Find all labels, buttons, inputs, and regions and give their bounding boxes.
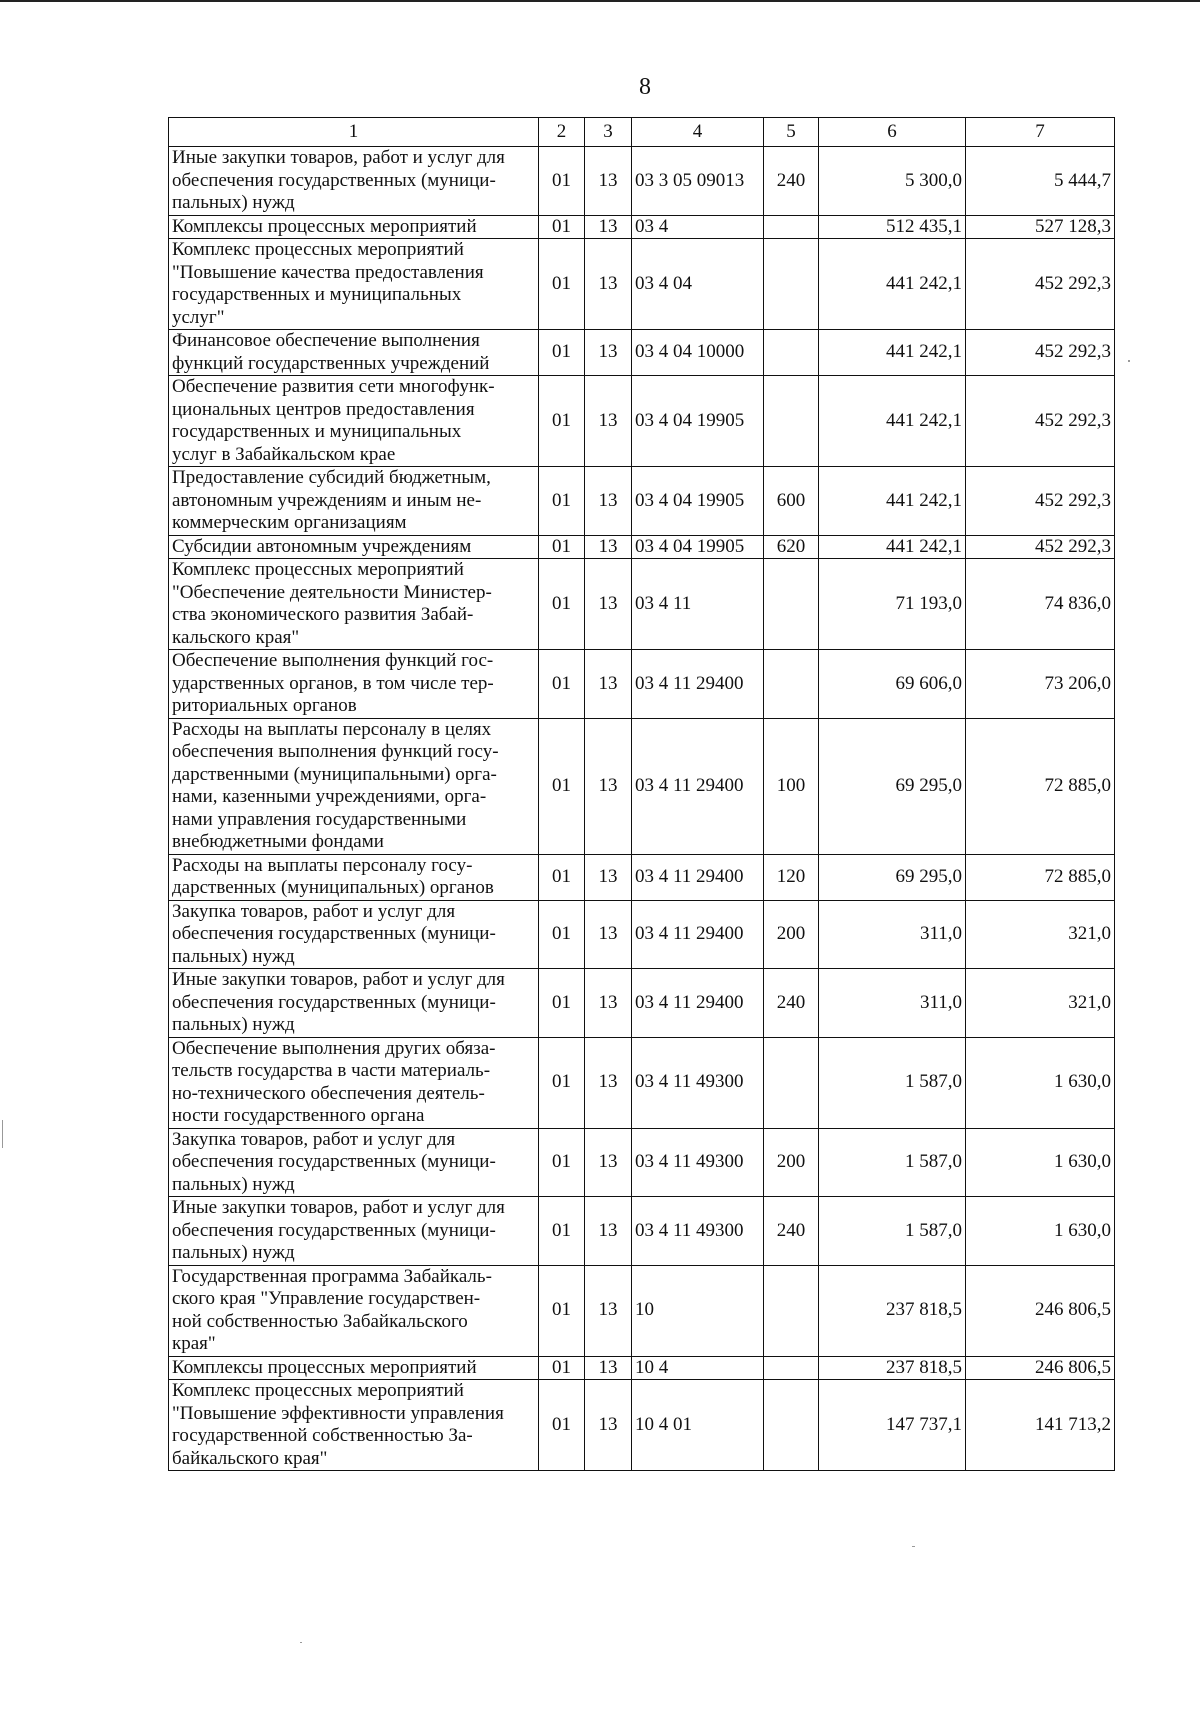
subsection-code-cell: 13 — [585, 147, 632, 216]
amount-year-1-cell: 1 587,0 — [819, 1037, 966, 1128]
table-row — [169, 1356, 1115, 1380]
expense-type-cell: 120 — [764, 854, 819, 900]
row-name-cell — [169, 969, 539, 1038]
target-article-cell: 10 4 — [632, 1356, 764, 1380]
target-article-cell: 03 4 04 — [632, 239, 764, 330]
expense-type-cell: 240 — [764, 1197, 819, 1266]
row-name-cell — [169, 535, 539, 559]
expense-type-cell: 240 — [764, 969, 819, 1038]
section-code-cell: 01 — [539, 559, 585, 650]
subsection-code-cell: 13 — [585, 650, 632, 719]
table-row — [169, 1380, 1115, 1471]
amount-year-1-cell: 512 435,1 — [819, 215, 966, 239]
table-row — [169, 467, 1115, 536]
table-row — [169, 239, 1115, 330]
row-name-line: функций государственных учреждений — [172, 352, 490, 374]
section-code-cell: 01 — [539, 854, 585, 900]
section-code-cell: 01 — [539, 239, 585, 330]
table-row — [169, 147, 1115, 216]
amount-year-1-cell: 237 818,5 — [819, 1265, 966, 1356]
row-name-line: автономным учреждениям и иным не- — [172, 489, 482, 511]
col-header-6: 6 — [819, 118, 966, 147]
table-row — [169, 559, 1115, 650]
row-name-line: Расходы на выплаты персоналу в целях — [172, 718, 492, 740]
amount-year-2-cell: 73 206,0 — [966, 650, 1115, 719]
subsection-code-cell: 13 — [585, 854, 632, 900]
row-name-line: Субсидии автономным учреждениям — [172, 535, 472, 557]
page-top-rule — [0, 0, 1200, 2]
table-row — [169, 215, 1115, 239]
row-name-line: Обеспечение выполнения других обяза- — [172, 1037, 496, 1059]
subsection-code-cell: 13 — [585, 900, 632, 969]
col-header-1: 1 — [169, 118, 539, 147]
section-code-cell: 01 — [539, 900, 585, 969]
row-name-cell — [169, 1037, 539, 1128]
section-code-cell: 01 — [539, 467, 585, 536]
scan-dot — [300, 1642, 302, 1643]
row-name-line: Обеспечение выполнения функций гос- — [172, 650, 494, 671]
row-name-line: пальных) нужд — [172, 1014, 295, 1035]
target-article-cell: 03 4 — [632, 215, 764, 239]
amount-year-2-cell: 1 630,0 — [966, 1128, 1115, 1197]
row-name-line: государственной собственностью За- — [172, 1425, 473, 1446]
subsection-code-cell: 13 — [585, 1128, 632, 1197]
row-name-line: внебюджетными фондами — [172, 831, 384, 852]
row-name-cell — [169, 718, 539, 854]
row-name-line: риториальных органов — [172, 695, 357, 716]
table-row — [169, 535, 1115, 559]
amount-year-1-cell: 311,0 — [819, 900, 966, 969]
amount-year-2-cell: 452 292,3 — [966, 330, 1115, 376]
col-header-2: 2 — [539, 118, 585, 147]
amount-year-1-cell: 441 242,1 — [819, 330, 966, 376]
amount-year-1-cell: 69 606,0 — [819, 650, 966, 719]
row-name-line: циональных центров предоставления — [172, 398, 475, 420]
section-code-cell: 01 — [539, 650, 585, 719]
amount-year-2-cell: 1 630,0 — [966, 1037, 1115, 1128]
table-body — [169, 147, 1115, 1471]
row-name-line: Комплексы процессных мероприятий — [172, 1356, 477, 1378]
row-name-cell — [169, 330, 539, 376]
row-name-line: пальных) нужд — [172, 192, 295, 213]
expense-type-cell — [764, 376, 819, 467]
row-name-line: Иные закупки товаров, работ и услуг для — [172, 1197, 505, 1218]
section-code-cell: 01 — [539, 1197, 585, 1266]
expense-type-cell: 100 — [764, 718, 819, 854]
row-name-cell — [169, 467, 539, 536]
target-article-cell: 03 4 11 — [632, 559, 764, 650]
subsection-code-cell: 13 — [585, 1197, 632, 1266]
target-article-cell: 03 4 04 19905 — [632, 467, 764, 536]
expense-type-cell: 620 — [764, 535, 819, 559]
amount-year-1-cell: 441 242,1 — [819, 239, 966, 330]
amount-year-2-cell: 5 444,7 — [966, 147, 1115, 216]
amount-year-2-cell: 72 885,0 — [966, 854, 1115, 900]
section-code-cell: 01 — [539, 1356, 585, 1380]
table-row — [169, 330, 1115, 376]
amount-year-2-cell: 452 292,3 — [966, 535, 1115, 559]
subsection-code-cell: 13 — [585, 559, 632, 650]
row-name-line: байкальского края" — [172, 1447, 328, 1469]
row-name-line: "Повышение качества предоставления — [172, 261, 484, 283]
subsection-code-cell: 13 — [585, 1380, 632, 1471]
row-name-cell — [169, 559, 539, 650]
section-code-cell: 01 — [539, 969, 585, 1038]
amount-year-1-cell: 147 737,1 — [819, 1380, 966, 1471]
expense-type-cell: 240 — [764, 147, 819, 216]
expense-type-cell — [764, 559, 819, 650]
target-article-cell: 03 4 11 29400 — [632, 900, 764, 969]
amount-year-2-cell: 321,0 — [966, 969, 1115, 1038]
col-header-4: 4 — [632, 118, 764, 147]
target-article-cell: 03 4 04 19905 — [632, 376, 764, 467]
col-header-5: 5 — [764, 118, 819, 147]
row-name-line: ной собственностью Забайкальского — [172, 1310, 468, 1332]
subsection-code-cell: 13 — [585, 215, 632, 239]
scan-dot — [912, 1546, 915, 1547]
target-article-cell: 03 4 11 29400 — [632, 969, 764, 1038]
table-row — [169, 1197, 1115, 1266]
row-name-cell — [169, 854, 539, 900]
amount-year-2-cell: 321,0 — [966, 900, 1115, 969]
subsection-code-cell: 13 — [585, 467, 632, 536]
section-code-cell: 01 — [539, 330, 585, 376]
section-code-cell: 01 — [539, 1265, 585, 1356]
subsection-code-cell: 13 — [585, 1265, 632, 1356]
row-name-cell — [169, 1356, 539, 1380]
subsection-code-cell: 13 — [585, 239, 632, 330]
table-row — [169, 900, 1115, 969]
amount-year-1-cell: 441 242,1 — [819, 467, 966, 536]
amount-year-2-cell: 452 292,3 — [966, 467, 1115, 536]
target-article-cell: 10 4 01 — [632, 1380, 764, 1471]
amount-year-2-cell: 1 630,0 — [966, 1197, 1115, 1266]
target-article-cell: 10 — [632, 1265, 764, 1356]
row-name-line: услуг в Забайкальском крае — [172, 443, 396, 465]
row-name-cell — [169, 1380, 539, 1471]
row-name-cell — [169, 376, 539, 467]
amount-year-2-cell: 452 292,3 — [966, 239, 1115, 330]
row-name-line: услуг" — [172, 306, 225, 328]
amount-year-1-cell: 441 242,1 — [819, 535, 966, 559]
subsection-code-cell: 13 — [585, 1037, 632, 1128]
row-name-line: Комплекс процессных мероприятий — [172, 559, 464, 580]
target-article-cell: 03 4 11 29400 — [632, 854, 764, 900]
amount-year-1-cell: 441 242,1 — [819, 376, 966, 467]
col-header-3: 3 — [585, 118, 632, 147]
row-name-cell — [169, 239, 539, 330]
row-name-line: обеспечения государственных (муници- — [172, 1219, 496, 1241]
row-name-line: государственных и муниципальных — [172, 284, 462, 305]
amount-year-2-cell: 246 806,5 — [966, 1265, 1115, 1356]
amount-year-1-cell: 1 587,0 — [819, 1197, 966, 1266]
amount-year-2-cell: 141 713,2 — [966, 1380, 1115, 1471]
subsection-code-cell: 13 — [585, 1356, 632, 1380]
scan-dot — [1128, 360, 1130, 362]
table-row — [169, 650, 1115, 719]
row-name-line: "Обеспечение деятельности Министер- — [172, 581, 492, 603]
row-name-line: Обеспечение развития сети многофунк- — [172, 376, 495, 397]
row-name-line: пальных) нужд — [172, 945, 295, 967]
row-name-line: нами, казенными учреждениями, орга- — [172, 786, 487, 807]
row-name-line: края" — [172, 1333, 216, 1354]
target-article-cell: 03 4 04 19905 — [632, 535, 764, 559]
row-name-cell — [169, 1128, 539, 1197]
amount-year-2-cell: 74 836,0 — [966, 559, 1115, 650]
table-row — [169, 718, 1115, 854]
expense-type-cell — [764, 330, 819, 376]
row-name-line: Комплексы процессных мероприятий — [172, 215, 477, 237]
scan-edge-mark — [2, 1120, 3, 1148]
target-article-cell: 03 4 11 29400 — [632, 650, 764, 719]
row-name-line: Комплекс процессных мероприятий — [172, 1380, 464, 1401]
row-name-line: тельств государства в части материаль- — [172, 1060, 491, 1081]
row-name-line: ности государственного органа — [172, 1105, 425, 1126]
row-name-cell — [169, 900, 539, 969]
amount-year-2-cell: 527 128,3 — [966, 215, 1115, 239]
expense-type-cell — [764, 1356, 819, 1380]
row-name-line: Иные закупки товаров, работ и услуг для — [172, 969, 505, 990]
section-code-cell: 01 — [539, 376, 585, 467]
expense-type-cell — [764, 1265, 819, 1356]
expense-type-cell: 200 — [764, 900, 819, 969]
expense-type-cell: 600 — [764, 467, 819, 536]
row-name-line: дарственных (муниципальных) органов — [172, 877, 494, 898]
section-code-cell: 01 — [539, 215, 585, 239]
amount-year-2-cell: 72 885,0 — [966, 718, 1115, 854]
subsection-code-cell: 13 — [585, 535, 632, 559]
row-name-line: обеспечения государственных (муници- — [172, 169, 496, 191]
page-number: 8 — [639, 74, 651, 100]
section-code-cell: 01 — [539, 1380, 585, 1471]
header-row — [169, 118, 1115, 147]
section-code-cell: 01 — [539, 1037, 585, 1128]
amount-year-1-cell: 5 300,0 — [819, 147, 966, 216]
row-name-line: дарственными (муниципальными) орга- — [172, 763, 497, 785]
row-name-line: обеспечения государственных (муници- — [172, 1151, 496, 1172]
amount-year-2-cell: 452 292,3 — [966, 376, 1115, 467]
amount-year-1-cell: 1 587,0 — [819, 1128, 966, 1197]
budget-table — [168, 117, 1115, 1471]
table-row — [169, 1265, 1115, 1356]
table-row — [169, 854, 1115, 900]
amount-year-1-cell: 311,0 — [819, 969, 966, 1038]
row-name-line: Комплекс процессных мероприятий — [172, 239, 464, 260]
amount-year-1-cell: 237 818,5 — [819, 1356, 966, 1380]
row-name-line: кальского края" — [172, 626, 300, 648]
table-row — [169, 1037, 1115, 1128]
section-code-cell: 01 — [539, 718, 585, 854]
row-name-line: Расходы на выплаты персоналу госу- — [172, 854, 473, 876]
table-row — [169, 376, 1115, 467]
target-article-cell: 03 3 05 09013 — [632, 147, 764, 216]
row-name-line: пальных) нужд — [172, 1242, 295, 1263]
subsection-code-cell: 13 — [585, 376, 632, 467]
expense-type-cell — [764, 650, 819, 719]
table-row — [169, 1128, 1115, 1197]
row-name-line: нами управления государственными — [172, 808, 467, 830]
col-header-7: 7 — [966, 118, 1115, 147]
row-name-line: "Повышение эффективности управления — [172, 1402, 504, 1424]
amount-year-1-cell: 71 193,0 — [819, 559, 966, 650]
amount-year-2-cell: 246 806,5 — [966, 1356, 1115, 1380]
row-name-line: пальных) нужд — [172, 1173, 295, 1195]
row-name-line: ского края "Управление государствен- — [172, 1288, 481, 1309]
row-name-line: обеспечения государственных (муници- — [172, 923, 496, 944]
target-article-cell: 03 4 11 49300 — [632, 1037, 764, 1128]
section-code-cell: 01 — [539, 147, 585, 216]
subsection-code-cell: 13 — [585, 718, 632, 854]
row-name-line: Иные закупки товаров, работ и услуг для — [172, 147, 505, 168]
row-name-line: Государственная программа Забайкаль- — [172, 1265, 492, 1287]
row-name-line: Закупка товаров, работ и услуг для — [172, 900, 456, 922]
row-name-line: ства экономического развития Забай- — [172, 604, 474, 625]
subsection-code-cell: 13 — [585, 969, 632, 1038]
expense-type-cell — [764, 1380, 819, 1471]
expense-type-cell — [764, 239, 819, 330]
section-code-cell: 01 — [539, 1128, 585, 1197]
row-name-cell — [169, 147, 539, 216]
target-article-cell: 03 4 04 10000 — [632, 330, 764, 376]
row-name-line: ударственных органов, в том числе тер- — [172, 672, 494, 694]
row-name-cell — [169, 1197, 539, 1266]
row-name-line: Предоставление субсидий бюджетным, — [172, 467, 491, 488]
expense-type-cell: 200 — [764, 1128, 819, 1197]
row-name-cell — [169, 215, 539, 239]
amount-year-1-cell: 69 295,0 — [819, 854, 966, 900]
row-name-line: Финансовое обеспечение выполнения — [172, 330, 480, 351]
row-name-line: государственных и муниципальных — [172, 421, 462, 442]
expense-type-cell — [764, 1037, 819, 1128]
row-name-cell — [169, 650, 539, 719]
target-article-cell: 03 4 11 49300 — [632, 1128, 764, 1197]
row-name-line: обеспечения государственных (муници- — [172, 991, 496, 1013]
expense-type-cell — [764, 215, 819, 239]
table-header — [169, 118, 1115, 147]
row-name-line: коммерческим организациям — [172, 512, 407, 533]
amount-year-1-cell: 69 295,0 — [819, 718, 966, 854]
target-article-cell: 03 4 11 49300 — [632, 1197, 764, 1266]
row-name-line: Закупка товаров, работ и услуг для — [172, 1128, 456, 1150]
subsection-code-cell: 13 — [585, 330, 632, 376]
row-name-cell — [169, 1265, 539, 1356]
row-name-line: обеспечения выполнения функций госу- — [172, 741, 499, 762]
table-row — [169, 969, 1115, 1038]
section-code-cell: 01 — [539, 535, 585, 559]
row-name-line: но-технического обеспечения деятель- — [172, 1082, 485, 1104]
target-article-cell: 03 4 11 29400 — [632, 718, 764, 854]
